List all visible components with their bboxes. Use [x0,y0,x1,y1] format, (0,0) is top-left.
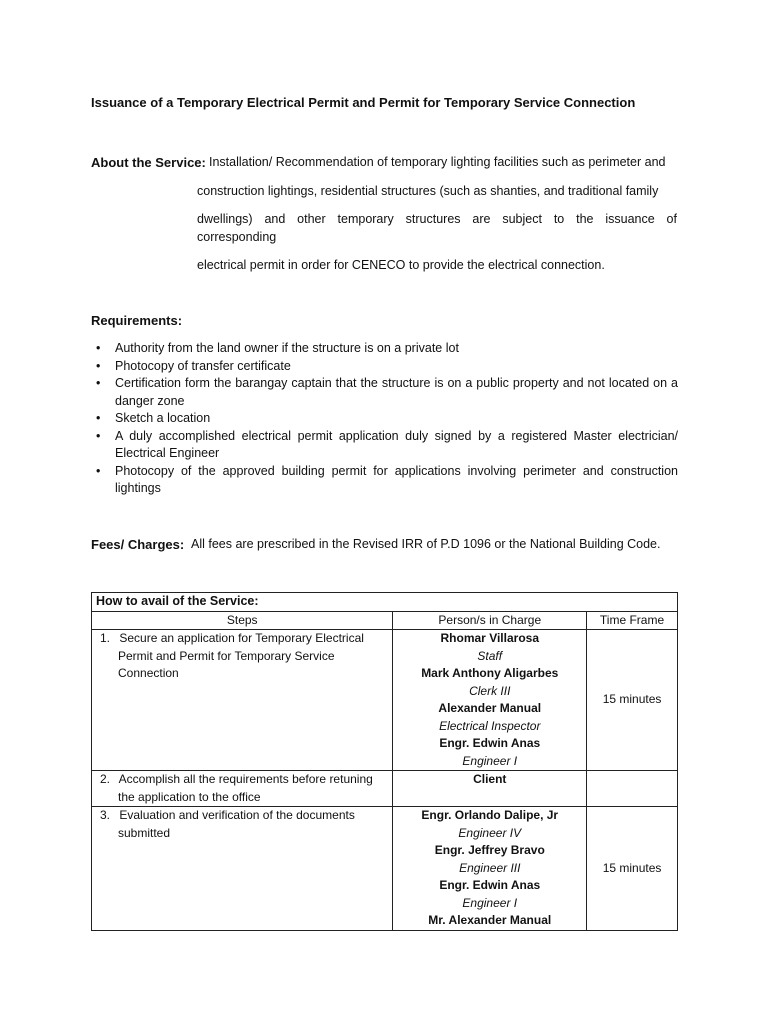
person-role: Staff [477,648,503,663]
bullet-icon: • [96,376,101,390]
table-row [92,630,678,771]
bullet-icon: • [96,341,101,355]
person-name: Engr. Edwin Anas [439,878,541,892]
document-title: Issuance of a Temporary Electrical Permit and Permit for Temporary Service Connection [91,95,636,110]
person-role: Engineer I [462,895,518,910]
about-line-4: corresponding [197,230,277,244]
table-heading: How to avail of the Service: [92,593,678,612]
about-line-2: construction lightings, residential structures (such as shanties, and traditional family [197,184,659,198]
person-role: Electrical Inspector [439,718,541,733]
requirement-item: • Certification form the barangay captain that the structure is on a public property and not located on a danger zone [96,376,678,408]
person-name: Engr. Jeffrey Bravo [434,843,545,857]
person-role: Engineer III [459,860,521,875]
persons-cell [393,807,587,931]
bullet-icon: • [96,463,101,478]
step-cell [92,630,393,771]
person-role: Engineer IV [458,825,522,840]
requirement-item: • Photocopy of the approved building permit for applications involving perimeter and construction lightings [96,463,678,495]
step-text: Evaluation and verification of the documents [119,808,355,822]
requirements-label: Requirements: [91,313,183,328]
step-text: submitted [118,825,171,840]
column-header-steps: Steps [92,611,393,630]
time-frame-cell: 15 minutes [587,630,678,771]
table-row [92,771,678,807]
table-header-row [92,611,678,630]
person-name: Mr. Alexander Manual [428,913,552,927]
time-frame-cell: 15 minutes [587,807,678,931]
service-steps-table [91,592,678,931]
step-text: Accomplish all the requirements before retuning [118,772,373,786]
step-text: Permit and Permit for Temporary Service [118,648,335,663]
step-text: Connection [118,666,179,680]
step-number: 3. [100,808,111,822]
fees-text: All fees are prescribed in the Revised IRR of P.D 1096 or the National Building Code. [191,537,661,551]
step-text: the application to the office [118,789,261,804]
person-name: Engr. Edwin Anas [439,736,541,750]
step-number: 2. [100,772,111,786]
about-line-1: Installation/ Recommendation of temporary lighting facilities such as perimeter and [209,155,666,169]
requirement-item: • Photocopy of transfer certificate [96,358,678,376]
person-name: Rhomar Villarosa [440,631,539,645]
about-label: About the Service: [91,155,206,170]
step-text: Secure an application for Temporary Electrical [119,631,364,645]
time-frame-cell [587,771,678,807]
person-name: Mark Anthony Aligarbes [421,666,559,680]
person-role: Clerk III [469,683,511,698]
bullet-icon: • [96,358,101,373]
about-line-3: dwellings) and other temporary structures are subject to the issuance of [197,212,677,226]
step-number: 1. [100,631,111,645]
requirement-item: • Authority from the land owner if the structure is on a private lot [96,340,678,358]
persons-cell [393,630,587,771]
person-name: Engr. Orlando Dalipe, Jr [421,808,559,822]
fees-label: Fees/ Charges: [91,537,185,552]
column-header-time-frame: Time Frame [587,611,678,630]
requirements-list [96,340,678,498]
bullet-icon: • [96,428,101,443]
requirement-item: • A duly accomplished electrical permit application duly signed by a registered Master electrician/ Electrical Engineer [96,428,678,460]
bullet-icon: • [96,411,101,425]
table-row [92,807,678,931]
about-line-5: electrical permit in order for CENECO to provide the electrical connection. [197,258,605,272]
persons-cell [393,771,587,807]
person-role: Engineer I [462,753,518,768]
person-name: Client [473,772,507,786]
requirement-item: • Sketch a location [96,410,678,428]
person-name: Alexander Manual [438,701,542,715]
step-cell [92,807,393,931]
step-cell [92,771,393,807]
column-header-persons: Person/s in Charge [393,611,587,630]
